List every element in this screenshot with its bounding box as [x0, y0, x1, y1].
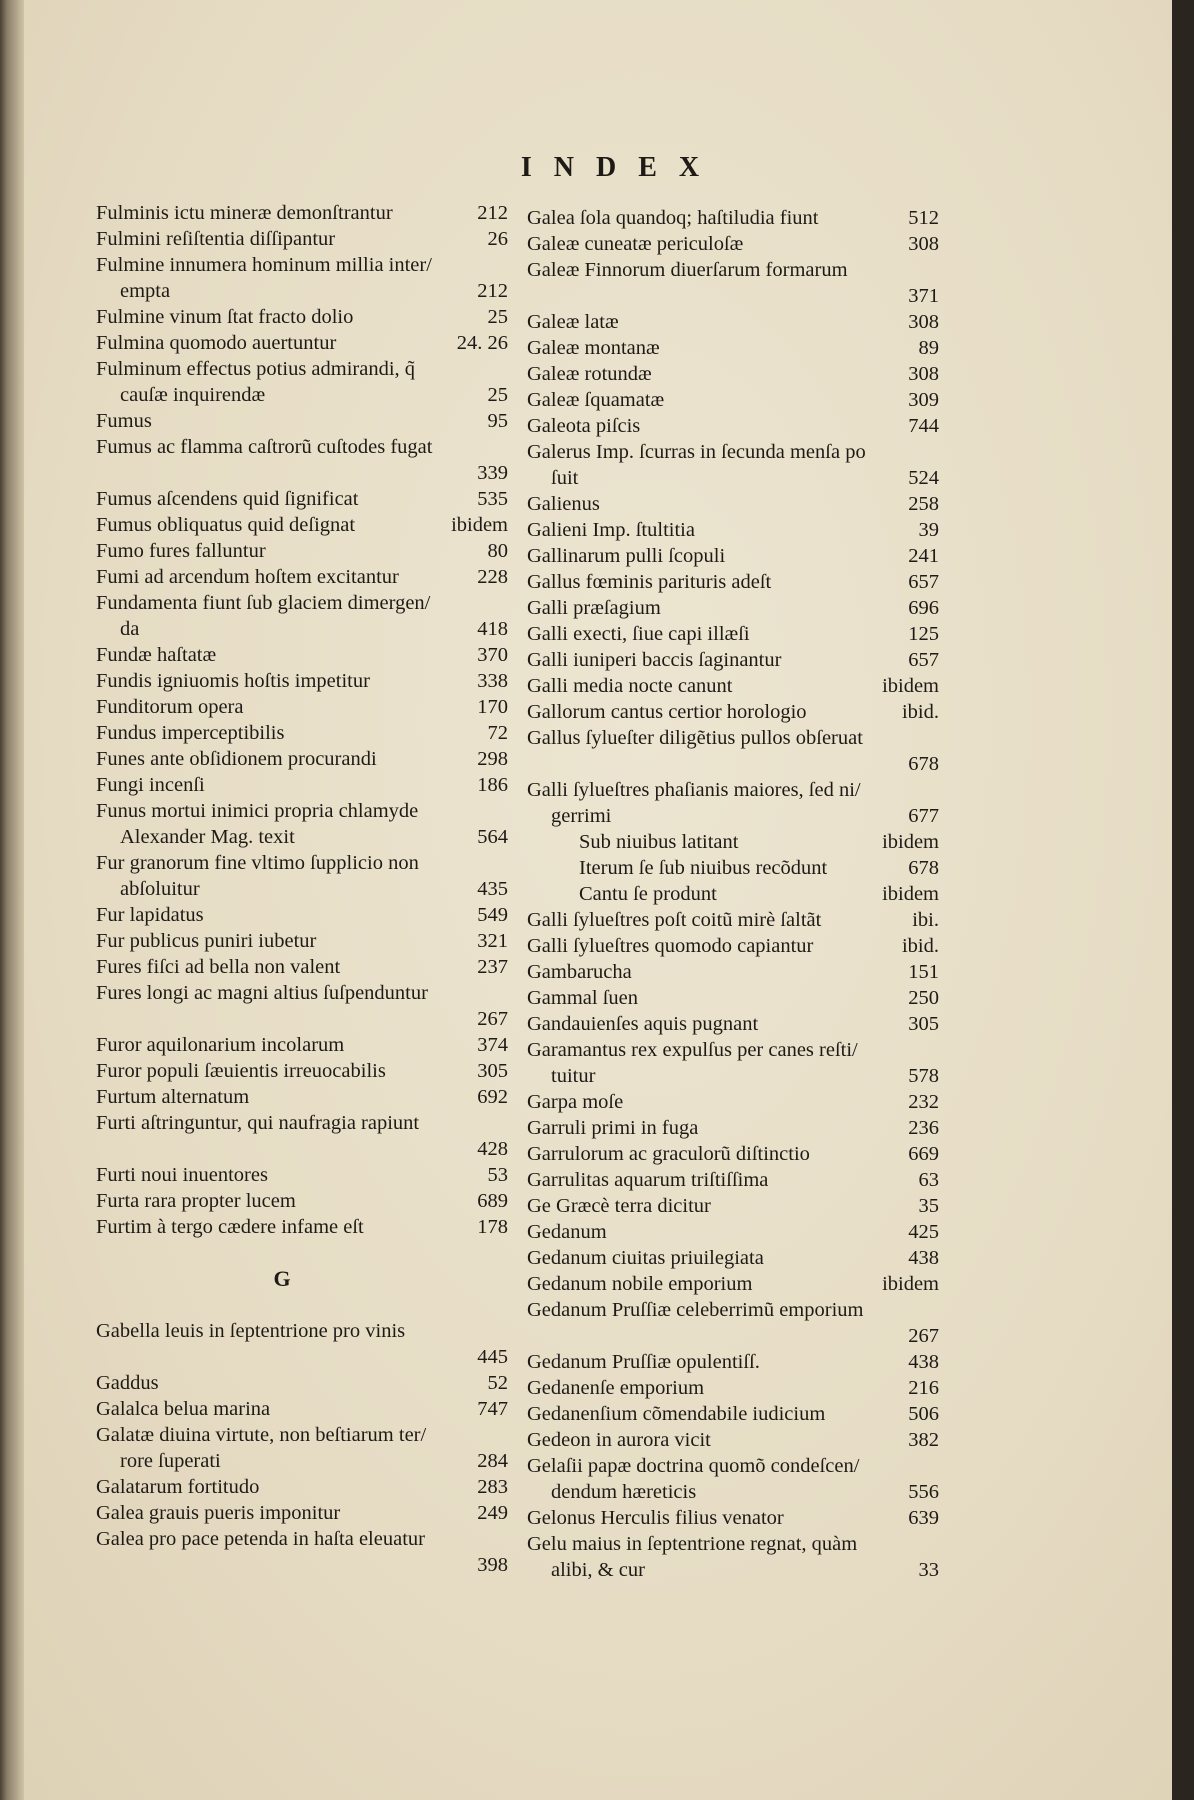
entry-term: Gedanum nobile emporium [527, 1273, 753, 1295]
entry-term: Fungi incenſi [96, 774, 205, 796]
entry-page: 535 [477, 488, 508, 510]
entry-page: 564 [477, 826, 508, 848]
entry-term: Galli execti, ſiue capi illæſi [527, 623, 750, 645]
entry-term: empta [120, 280, 171, 302]
entry-term: ſuit [551, 467, 579, 489]
entry-page: 236 [908, 1117, 939, 1139]
index-entry [527, 309, 939, 335]
entry-page: 308 [908, 363, 939, 385]
index-entry [96, 980, 508, 1006]
entry-page: ibidem [882, 831, 939, 853]
entry-page: 308 [908, 311, 939, 333]
entry-term: Fumus obliquatus quid deſignat [96, 514, 356, 536]
entry-page: 549 [477, 904, 508, 926]
entry-term: Gambarucha [527, 961, 632, 983]
index-entry [527, 829, 939, 855]
entry-term: Fumo fures falluntur [96, 540, 266, 562]
entry-page: 186 [477, 774, 508, 796]
index-entry [96, 408, 508, 434]
book-gutter [0, 0, 24, 1800]
entry-term: da [120, 618, 140, 640]
index-entry [96, 616, 508, 642]
index-entry [96, 512, 508, 538]
entry-page: 267 [477, 1008, 508, 1030]
index-entry [96, 1032, 508, 1058]
index-entry [527, 569, 939, 595]
index-entry [96, 1318, 508, 1344]
entry-term: Funes ante obſidionem procurandi [96, 748, 377, 770]
index-entry [527, 543, 939, 569]
entry-term: Gallus ſylueſter diligẽtius pullos obſeruat [527, 727, 863, 749]
entry-page: 418 [477, 618, 508, 640]
entry-page: 298 [477, 748, 508, 770]
index-entry [96, 824, 508, 850]
entry-term: Galeæ Finnorum diuerſarum formarum [527, 259, 848, 281]
entry-term: Fulmina quomodo auertuntur [96, 332, 337, 354]
entry-term: Gedeon in aurora vicit [527, 1429, 711, 1451]
entry-term: Galea ſola quandoq; haſtiludia fiunt [527, 207, 819, 229]
entry-page: ibi. [912, 909, 939, 931]
index-entry [527, 881, 939, 907]
entry-term: Fumus ac flamma caſtrorũ cuſtodes fugat [96, 436, 433, 458]
entry-term: Galeæ latæ [527, 311, 619, 333]
index-entry [527, 1557, 939, 1583]
index-entry [527, 205, 939, 231]
index-entry [96, 356, 508, 382]
index-entry [96, 1552, 508, 1578]
entry-term: Gaddus [96, 1372, 159, 1394]
index-entry [527, 283, 939, 309]
entry-page: 258 [908, 493, 939, 515]
index-entry [527, 803, 939, 829]
entry-page: ibidem [882, 883, 939, 905]
index-entry [96, 564, 508, 590]
entry-page: 677 [908, 805, 939, 827]
index-entry [527, 647, 939, 673]
entry-page: 170 [477, 696, 508, 718]
entry-page: 52 [487, 1372, 508, 1394]
entry-term: Furti aſtringuntur, qui naufragia rapiunt [96, 1112, 420, 1134]
entry-term: alibi, & cur [551, 1559, 645, 1581]
index-entry [527, 1193, 939, 1219]
index-entry [96, 1474, 508, 1500]
index-entry [96, 746, 508, 772]
entry-term: Gedanum [527, 1221, 607, 1243]
index-entry [527, 933, 939, 959]
entry-term: Furor aquilonarium incolarum [96, 1034, 345, 1056]
entry-page: 382 [908, 1429, 939, 1451]
entry-term: Fur lapidatus [96, 904, 204, 926]
entry-page: 284 [477, 1450, 508, 1472]
index-entry [96, 1214, 508, 1240]
entry-term: Galatæ diuina virtute, non beſtiarum ter/ [96, 1424, 427, 1446]
entry-page: 305 [477, 1060, 508, 1082]
entry-term: Cantu ſe produnt [579, 883, 717, 905]
entry-term: Galea pro pace petenda in haſta eleuatur [96, 1528, 425, 1550]
entry-page: 228 [477, 566, 508, 588]
entry-page: 151 [908, 961, 939, 983]
entry-term: Galeota piſcis [527, 415, 641, 437]
entry-page: 35 [918, 1195, 939, 1217]
entry-term: Galli præſagium [527, 597, 661, 619]
entry-page: 512 [908, 207, 939, 229]
index-entry [96, 200, 508, 226]
index-entry [527, 517, 939, 543]
entry-page: 438 [908, 1247, 939, 1269]
entry-term: Gelaſii papæ doctrina quomõ condeſcen/ [527, 1455, 860, 1477]
index-entry [96, 772, 508, 798]
entry-term: Galatarum fortitudo [96, 1476, 260, 1498]
entry-page: 639 [908, 1507, 939, 1529]
index-entry [96, 720, 508, 746]
index-entry [96, 590, 508, 616]
index-entry [96, 226, 508, 252]
index-column-right [527, 205, 939, 1583]
entry-term: rore ſuperati [120, 1450, 221, 1472]
index-entry [96, 1448, 508, 1474]
entry-page: 305 [908, 1013, 939, 1035]
index-entry [527, 959, 939, 985]
entry-term: Gedanenſe emporium [527, 1377, 705, 1399]
index-entry [96, 538, 508, 564]
entry-term: Galeæ rotundæ [527, 363, 652, 385]
index-entry [527, 387, 939, 413]
entry-page: 25 [487, 306, 508, 328]
entry-page: 89 [918, 337, 939, 359]
entry-term: Furtim à tergo cædere infame eſt [96, 1216, 364, 1238]
index-entry [96, 1058, 508, 1084]
entry-page: 669 [908, 1143, 939, 1165]
index-entry [527, 361, 939, 387]
index-entry [96, 902, 508, 928]
entry-page: 216 [908, 1377, 939, 1399]
entry-term: Fulminis ictu mineræ demonſtrantur [96, 202, 393, 224]
entry-term: Galli ſylueſtres phaſianis maiores, ſed ni/ [527, 779, 861, 801]
entry-term: Galli media nocte canunt [527, 675, 733, 697]
entry-term: Fundæ haſtatæ [96, 644, 217, 666]
index-entry [96, 1162, 508, 1188]
page-header: INDEX [520, 152, 722, 183]
entry-page: 696 [908, 597, 939, 619]
entry-page: 438 [908, 1351, 939, 1373]
entry-page: 321 [477, 930, 508, 952]
entry-page: 435 [477, 878, 508, 900]
entry-term: Furtum alternatum [96, 1086, 250, 1108]
entry-page: 678 [908, 857, 939, 879]
entry-term: Gedanenſium cõmendabile iudicium [527, 1403, 826, 1425]
entry-term: Galli iuniperi baccis ſaginantur [527, 649, 782, 671]
index-entry [527, 1011, 939, 1037]
entry-term: Fulmine innumera hominum millia inter/ [96, 254, 432, 276]
entry-term: Garruli primi in fuga [527, 1117, 699, 1139]
entry-page: 692 [477, 1086, 508, 1108]
index-entry [527, 751, 939, 777]
entry-page: 250 [908, 987, 939, 1009]
index-entry [527, 1271, 939, 1297]
entry-term: Furor populi ſæuientis irreuocabilis [96, 1060, 386, 1082]
entry-page: 283 [477, 1476, 508, 1498]
index-entry [527, 1167, 939, 1193]
entry-term: Fumus [96, 410, 152, 432]
entry-term: Galeæ montanæ [527, 337, 660, 359]
entry-term: Fumi ad arcendum hoſtem excitantur [96, 566, 399, 588]
entry-term: tuitur [551, 1065, 596, 1087]
entry-term: Alexander Mag. texit [120, 826, 295, 848]
entry-page: 308 [908, 233, 939, 255]
entry-page: 232 [908, 1091, 939, 1113]
index-entry [96, 434, 508, 460]
index-entry [96, 1084, 508, 1110]
entry-page: 63 [918, 1169, 939, 1191]
entry-page: 374 [477, 1034, 508, 1056]
entry-page: 689 [477, 1190, 508, 1212]
entry-term: Gallorum cantus certior horologio [527, 701, 807, 723]
entry-term: Galienus [527, 493, 600, 515]
index-entry [96, 278, 508, 304]
entry-term: Garamantus rex expulſus per canes reſti/ [527, 1039, 858, 1061]
index-entry [96, 850, 508, 876]
entry-term: Fundamenta fiunt ſub glaciem dimergen/ [96, 592, 431, 614]
entry-term: Galea grauis pueris imponitur [96, 1502, 341, 1524]
entry-term: Gallinarum pulli ſcopuli [527, 545, 726, 567]
index-entry [96, 1422, 508, 1448]
entry-term: Galerus Imp. ſcurras in ſecunda menſa po [527, 441, 866, 463]
entry-page: 747 [477, 1398, 508, 1420]
index-entry [527, 491, 939, 517]
entry-page: ibid. [901, 701, 939, 723]
index-entry [527, 1349, 939, 1375]
entry-term: Fundus imperceptibilis [96, 722, 285, 744]
index-entry [96, 642, 508, 668]
entry-term: abſoluitur [120, 878, 200, 900]
index-entry [527, 699, 939, 725]
index-entry [527, 673, 939, 699]
index-entry [96, 876, 508, 902]
index-entry [96, 330, 508, 356]
index-entry [527, 725, 939, 751]
index-entry [527, 1245, 939, 1271]
index-entry [527, 595, 939, 621]
entry-page: 72 [487, 722, 508, 744]
entry-term: Gedanum ciuitas priuilegiata [527, 1247, 764, 1269]
index-entry [527, 413, 939, 439]
index-entry [527, 1375, 939, 1401]
entry-page: ibid. [901, 935, 939, 957]
entry-page: 506 [908, 1403, 939, 1425]
entry-term: gerrimi [551, 805, 612, 827]
entry-term: Gabella leuis in ſeptentrione pro vinis [96, 1320, 406, 1342]
entry-page: 744 [908, 415, 939, 437]
index-column-left [96, 200, 508, 1578]
entry-page: 445 [477, 1346, 508, 1368]
index-entry [96, 928, 508, 954]
entry-term: Galli ſylueſtres poſt coitũ mirè ſaltãt [527, 909, 822, 931]
entry-page: 212 [477, 280, 508, 302]
entry-page: 249 [477, 1502, 508, 1524]
entry-term: Iterum ſe ſub niuibus recõdunt [579, 857, 828, 879]
entry-term: Gedanum Pruſſiæ opulentiſſ. [527, 1351, 760, 1373]
entry-term: Garpa moſe [527, 1091, 624, 1113]
entry-page: 125 [908, 623, 939, 645]
entry-page: 339 [477, 462, 508, 484]
index-entry [96, 486, 508, 512]
index-entry [527, 257, 939, 283]
index-entry [96, 304, 508, 330]
index-entry [527, 1531, 939, 1557]
entry-term: Gallus fœminis parituris adeſt [527, 571, 772, 593]
entry-page: 678 [908, 753, 939, 775]
entry-page: 338 [477, 670, 508, 692]
index-entry [527, 1323, 939, 1349]
entry-term: Gandauienſes aquis pugnant [527, 1013, 759, 1035]
index-entry [527, 1063, 939, 1089]
entry-term: Fur granorum fine vltimo ſupplicio non [96, 852, 419, 874]
entry-term: Fulminum effectus potius admirandi, q̃ [96, 358, 416, 380]
entry-term: Garrulorum ac graculorũ diſtinctio [527, 1143, 810, 1165]
index-entry [96, 1136, 508, 1162]
entry-term: Gelu maius in ſeptentrione regnat, quàm [527, 1533, 858, 1555]
entry-page: 556 [908, 1481, 939, 1503]
entry-page: 524 [908, 467, 939, 489]
section-heading: G [273, 1266, 291, 1291]
entry-page: 370 [477, 644, 508, 666]
entry-page: 25 [487, 384, 508, 406]
index-entry [96, 1240, 508, 1266]
index-entry [527, 985, 939, 1011]
entry-page: 237 [477, 956, 508, 978]
entry-page: 80 [487, 540, 508, 562]
entry-page: 425 [908, 1221, 939, 1243]
index-entry [96, 668, 508, 694]
index-entry [527, 231, 939, 257]
entry-term: Gammal ſuen [527, 987, 639, 1009]
entry-page: 578 [908, 1065, 939, 1087]
index-entry [96, 1396, 508, 1422]
entry-term: Fulmine vinum ſtat fracto dolio [96, 306, 354, 328]
entry-term: Fures fiſci ad bella non valent [96, 956, 341, 978]
entry-term: Galli ſylueſtres quomodo capiantur [527, 935, 814, 957]
entry-term: Gedanum Pruſſiæ celeberrimũ emporium [527, 1299, 864, 1321]
index-entry [96, 1344, 508, 1370]
index-entry [527, 439, 939, 465]
entry-page: 371 [908, 285, 939, 307]
index-entry [527, 1297, 939, 1323]
entry-page: 657 [908, 649, 939, 671]
index-entry [527, 1037, 939, 1063]
entry-term: Ge Græcè terra dicitur [527, 1195, 711, 1217]
index-entry [527, 1453, 939, 1479]
index-entry [527, 465, 939, 491]
entry-page: 178 [477, 1216, 508, 1238]
entry-page: 53 [487, 1164, 508, 1186]
entry-page: 212 [477, 202, 508, 224]
index-entry [527, 335, 939, 361]
entry-term: Galeæ ſquamatæ [527, 389, 665, 411]
index-entry [96, 382, 508, 408]
index-entry [527, 1141, 939, 1167]
entry-term: Fur publicus puniri iubetur [96, 930, 317, 952]
entry-term: Garrulitas aquarum triſtiſſima [527, 1169, 769, 1191]
index-entry [527, 855, 939, 881]
entry-term: Gelonus Herculis filius venator [527, 1507, 784, 1529]
entry-term: Galieni Imp. ſtultitia [527, 519, 695, 541]
index-entry [527, 907, 939, 933]
entry-page: 95 [487, 410, 508, 432]
entry-term: Fundis igniuomis hoſtis impetitur [96, 670, 370, 692]
entry-term: Funus mortui inimici propria chlamyde [96, 800, 419, 822]
entry-page: 267 [908, 1325, 939, 1347]
entry-term: Funditorum opera [96, 696, 244, 718]
entry-term: Furti noui inuentores [96, 1164, 268, 1186]
entry-page: 26 [487, 228, 508, 250]
index-entry [96, 1292, 508, 1318]
index-entry [527, 1479, 939, 1505]
index-entry [527, 1401, 939, 1427]
index-entry [96, 694, 508, 720]
index-entry [96, 1188, 508, 1214]
index-entry [527, 1115, 939, 1141]
entry-page: 657 [908, 571, 939, 593]
index-entry [96, 798, 508, 824]
entry-term: Fures longi ac magni altius ſuſpenduntur [96, 982, 428, 1004]
entry-page: ibidem [882, 675, 939, 697]
entry-term: Furta rara propter lucem [96, 1190, 296, 1212]
entry-term: dendum hæreticis [551, 1481, 697, 1503]
index-entry [96, 252, 508, 278]
entry-term: Fumus aſcendens quid ſignificat [96, 488, 359, 510]
index-entry [96, 1500, 508, 1526]
entry-term: Galeæ cuneatæ periculoſæ [527, 233, 744, 255]
entry-page: 428 [477, 1138, 508, 1160]
entry-term: cauſæ inquirendæ [120, 384, 266, 406]
entry-page: 241 [908, 545, 939, 567]
entry-page: 24. 26 [456, 332, 508, 354]
index-entry [96, 954, 508, 980]
index-entry [527, 1219, 939, 1245]
index-entry [96, 1110, 508, 1136]
index-entry [96, 460, 508, 486]
index-entry [527, 1505, 939, 1531]
index-entry [96, 1006, 508, 1032]
entry-term: Galalca belua marina [96, 1398, 271, 1420]
entry-page: ibidem [882, 1273, 939, 1295]
index-entry [527, 1427, 939, 1453]
index-entry [527, 621, 939, 647]
entry-page: 33 [918, 1559, 939, 1581]
index-entry [527, 1089, 939, 1115]
entry-term: Fulmini reſiſtentia diſſipantur [96, 228, 336, 250]
entry-page: 398 [477, 1554, 508, 1576]
index-entry [527, 777, 939, 803]
entry-page: 309 [908, 389, 939, 411]
entry-page: 39 [918, 519, 939, 541]
entry-page: ibidem [451, 514, 508, 536]
index-entry [96, 1370, 508, 1396]
index-entry [96, 1526, 508, 1552]
entry-term: Sub niuibus latitant [579, 831, 739, 853]
